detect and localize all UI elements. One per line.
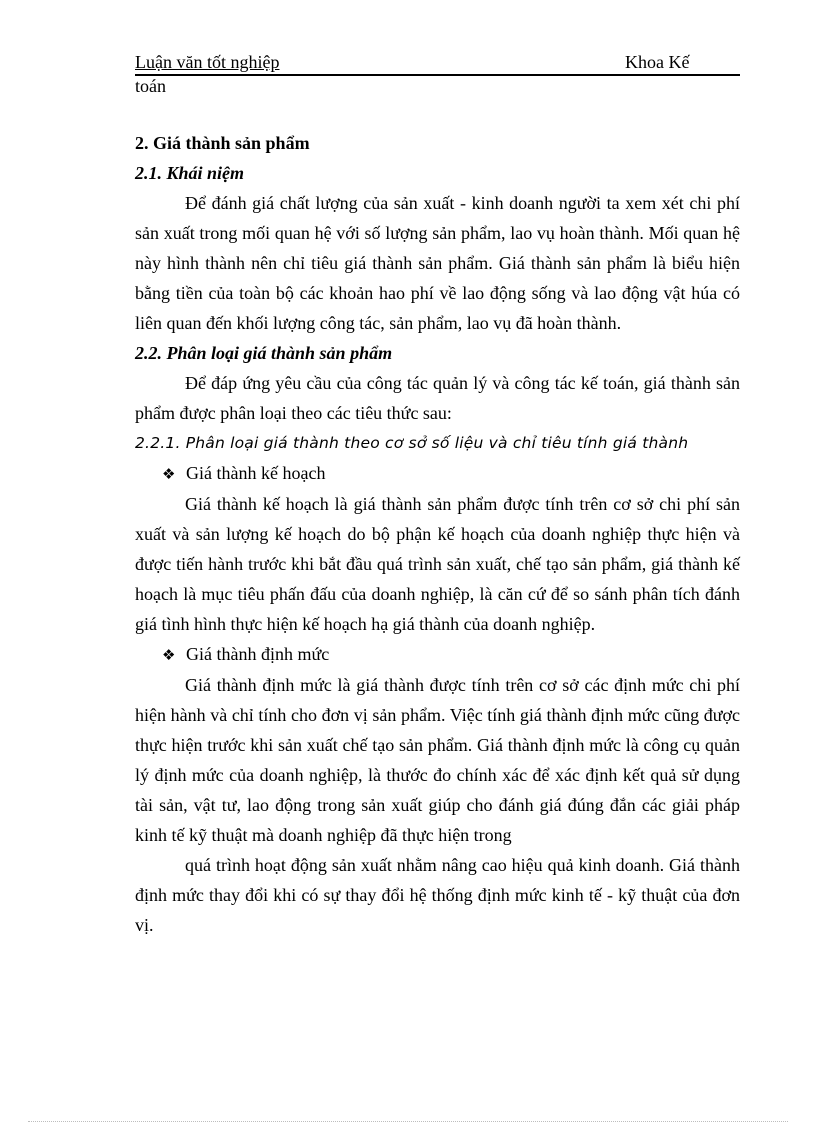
bullet-norm-cost-label: Giá thành định mức — [186, 644, 330, 664]
section-heading: 2. Giá thành sản phẩm — [135, 133, 310, 153]
concept-heading: 2.1. Khái niệm — [135, 163, 245, 183]
page-bottom-divider — [28, 1121, 788, 1122]
concept-paragraph: Để đánh giá chất lượng của sản xuất - kinh doanh người ta xem xét chi phí sản xuất trong mối quan hệ với số lượng sản phẩm, lao vụ hoàn thành. Mối quan hệ này hình thành nên chỉ tiêu giá thành sản phẩm. Giá thành sản phẩm là biểu hiện bằng tiền của toàn bộ các khoản hao phí về lao động sống và lao động vật húa có liên quan đến khối lượng công tác, sản phẩm, lao vụ đã hoàn thành. — [135, 193, 740, 333]
header-faculty-continuation: toán — [135, 76, 166, 96]
diamond-bullet-icon: ❖ — [162, 465, 176, 483]
classification-subheading: 2.2.1. Phân loại giá thành theo cơ sở số liệu và chỉ tiêu tính giá thành — [135, 434, 689, 452]
header-faculty: Khoa Kế — [625, 52, 690, 72]
diamond-bullet-icon: ❖ — [162, 646, 176, 664]
norm-cost-paragraph-1: Giá thành định mức là giá thành được tính trên cơ sở các định mức chi phí hiện hành và chỉ tính cho đơn vị sản phẩm. Việc tính giá thành định mức cũng được thực hiện trước khi sản xuất chế tạo sản phẩm. Giá thành định mức là công cụ quản lý định mức của doanh nghiệp, là thước đo chính xác để xác định kết quả sử dụng tài sản, vật tư, lao động trong sản xuất giúp cho đánh giá đúng đắn các giải pháp kinh tế kỹ thuật mà doanh nghiệp đã thực hiện trong — [135, 675, 740, 845]
header-thesis-title: Luận văn tốt nghiệp — [135, 52, 280, 72]
planned-cost-paragraph: Giá thành kế hoạch là giá thành sản phẩm được tính trên cơ sở chi phí sản xuất và sản lượng kế hoạch do bộ phận kế hoạch của doanh nghiệp thực hiện và được tiến hành trước khi bắt đầu quá trình sản xuất, chế tạo sản phẩm, giá thành kế hoạch là mục tiêu phấn đấu của doanh nghiệp, là căn cứ để so sánh phân tích đánh giá tình hình thực hiện kế hoạch hạ giá thành của doanh nghiệp. — [135, 494, 740, 634]
page-header — [135, 50, 740, 76]
norm-cost-paragraph-2: quá trình hoạt động sản xuất nhằm nâng cao hiệu quả kinh doanh. Giá thành định mức thay đổi khi có sự thay đổi hệ thống định mức kinh tế - kỹ thuật của đơn vị. — [135, 855, 740, 935]
document-body — [135, 128, 740, 940]
bullet-norm-cost — [135, 639, 740, 670]
classification-heading: 2.2. Phân loại giá thành sản phẩm — [135, 343, 393, 363]
bullet-planned-cost — [135, 458, 740, 489]
bullet-planned-cost-label: Giá thành kế hoạch — [186, 463, 326, 483]
classification-intro: Để đáp ứng yêu cầu của công tác quản lý và công tác kế toán, giá thành sản phẩm được phân loại theo các tiêu thức sau: — [135, 373, 740, 423]
